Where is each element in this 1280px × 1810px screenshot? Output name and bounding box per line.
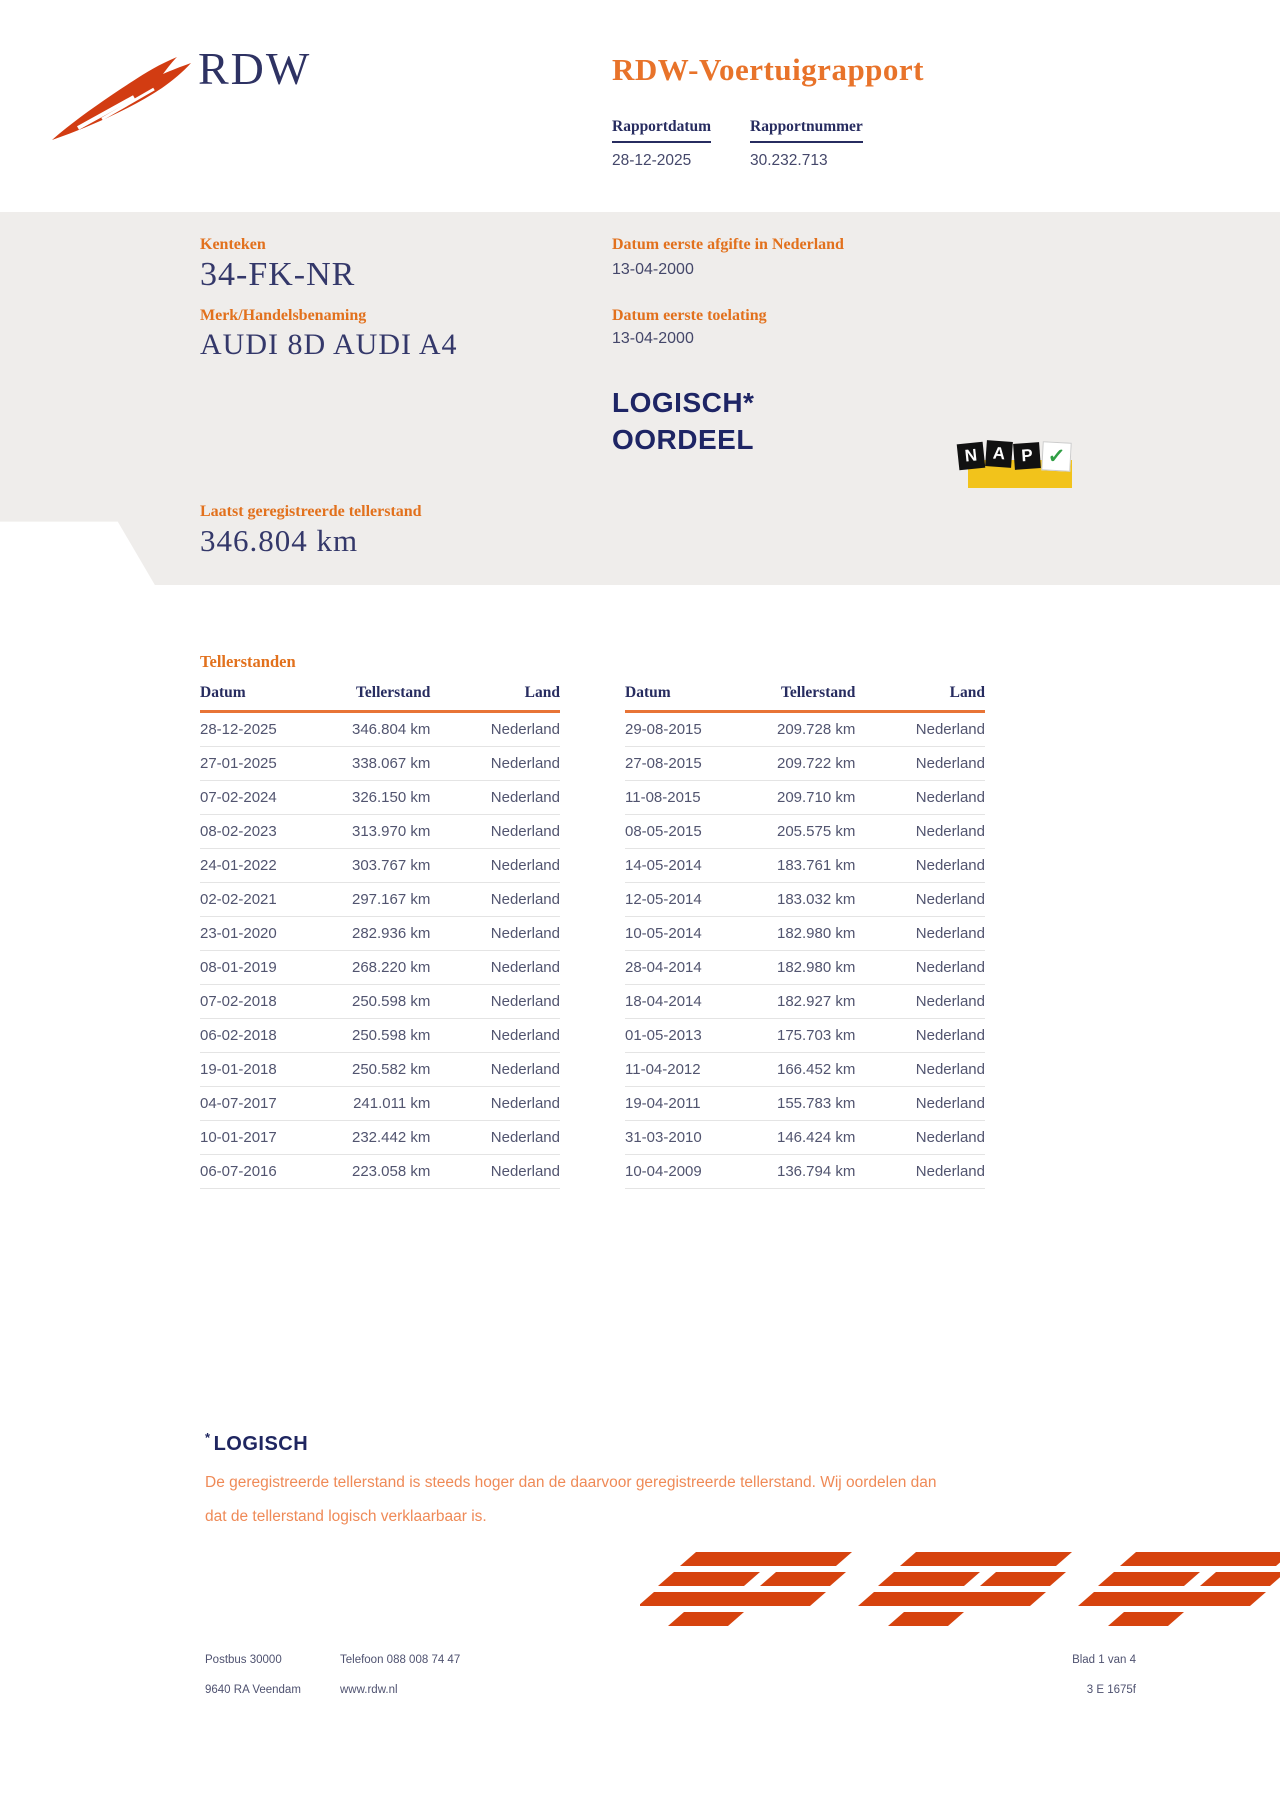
footer-website: www.rdw.nl bbox=[340, 1684, 398, 1696]
cell-land: Nederland bbox=[430, 985, 560, 1019]
table-row bbox=[625, 712, 985, 747]
cell-tellerstand: 183.032 km bbox=[758, 883, 855, 917]
cell-datum: 14-05-2014 bbox=[625, 849, 758, 883]
cell-land: Nederland bbox=[855, 815, 985, 849]
cell-datum: 08-01-2019 bbox=[200, 951, 333, 985]
cell-tellerstand: 182.980 km bbox=[758, 951, 855, 985]
cell-land: Nederland bbox=[855, 849, 985, 883]
footer-phone: Telefoon 088 008 74 47 bbox=[340, 1654, 461, 1666]
cell-datum: 10-04-2009 bbox=[625, 1155, 758, 1189]
cell-datum: 08-05-2015 bbox=[625, 815, 758, 849]
cell-datum: 29-08-2015 bbox=[625, 712, 758, 747]
cell-tellerstand: 297.167 km bbox=[333, 883, 430, 917]
cell-tellerstand: 346.804 km bbox=[333, 712, 430, 747]
report-date-label: Rapportdatum bbox=[612, 118, 711, 143]
table-row bbox=[625, 849, 985, 883]
cell-tellerstand: 282.936 km bbox=[333, 917, 430, 951]
cell-tellerstand: 136.794 km bbox=[758, 1155, 855, 1189]
cell-datum: 10-05-2014 bbox=[625, 917, 758, 951]
tellerstanden-heading: Tellerstanden bbox=[200, 652, 296, 671]
cell-tellerstand: 205.575 km bbox=[758, 815, 855, 849]
cell-datum: 01-05-2013 bbox=[625, 1019, 758, 1053]
kenteken-label: Kenteken bbox=[200, 236, 266, 253]
cell-tellerstand: 326.150 km bbox=[333, 781, 430, 815]
cell-tellerstand: 182.927 km bbox=[758, 985, 855, 1019]
toelating-label: Datum eerste toelating bbox=[612, 307, 767, 324]
cell-tellerstand: 146.424 km bbox=[758, 1121, 855, 1155]
cell-land: Nederland bbox=[855, 1155, 985, 1189]
cell-land: Nederland bbox=[855, 1019, 985, 1053]
cell-tellerstand: 175.703 km bbox=[758, 1019, 855, 1053]
table-row bbox=[625, 1087, 985, 1121]
table-row bbox=[200, 985, 560, 1019]
table-row bbox=[200, 951, 560, 985]
cell-land: Nederland bbox=[855, 1053, 985, 1087]
footnote-paragraph bbox=[205, 1466, 1005, 1534]
nap-letter-n: N bbox=[957, 442, 986, 471]
footnote-asterisk: * bbox=[205, 1430, 211, 1445]
table-row bbox=[625, 781, 985, 815]
report-date-block bbox=[612, 118, 711, 170]
afgifte-label: Datum eerste afgifte in Nederland bbox=[612, 236, 844, 253]
nap-letter-a: A bbox=[985, 440, 1013, 468]
table-row bbox=[200, 1053, 560, 1087]
table-row bbox=[625, 1053, 985, 1087]
cell-datum: 07-02-2024 bbox=[200, 781, 333, 815]
cell-datum: 28-04-2014 bbox=[625, 951, 758, 985]
cell-land: Nederland bbox=[430, 917, 560, 951]
footnote-line1: De geregistreerde tellerstand is steeds hoger dan de daarvoor geregistreerde tellerstand. Wij oordelen dan bbox=[205, 1474, 937, 1491]
nap-check-icon: ✓ bbox=[1041, 441, 1071, 471]
cell-land: Nederland bbox=[430, 1019, 560, 1053]
cell-datum: 27-08-2015 bbox=[625, 747, 758, 781]
table-row bbox=[200, 917, 560, 951]
cell-tellerstand: 250.598 km bbox=[333, 1019, 430, 1053]
oordeel-line1: LOGISCH* bbox=[612, 387, 755, 418]
cell-land: Nederland bbox=[430, 747, 560, 781]
cell-tellerstand: 232.442 km bbox=[333, 1121, 430, 1155]
cell-land: Nederland bbox=[430, 951, 560, 985]
rdw-stripe-graphic bbox=[640, 1548, 1280, 1628]
col-header-land: Land bbox=[430, 684, 560, 712]
cell-land: Nederland bbox=[855, 747, 985, 781]
tellerstanden-table-right bbox=[625, 684, 985, 1189]
footer-form-code: 3 E 1675f bbox=[1086, 1684, 1136, 1696]
table-row bbox=[200, 849, 560, 883]
cell-datum: 12-05-2014 bbox=[625, 883, 758, 917]
col-header-datum: Datum bbox=[200, 684, 333, 712]
col-header-tellerstand: Tellerstand bbox=[758, 684, 855, 712]
cell-land: Nederland bbox=[430, 712, 560, 747]
cell-land: Nederland bbox=[430, 849, 560, 883]
footer-page-info bbox=[1072, 1645, 1136, 1705]
oordeel-line2: OORDEEL bbox=[612, 424, 754, 455]
table-row bbox=[200, 1019, 560, 1053]
cell-land: Nederland bbox=[855, 781, 985, 815]
cell-datum: 11-08-2015 bbox=[625, 781, 758, 815]
cell-datum: 06-02-2018 bbox=[200, 1019, 333, 1053]
cell-land: Nederland bbox=[430, 1155, 560, 1189]
report-number-value: 30.232.713 bbox=[750, 152, 828, 169]
cell-land: Nederland bbox=[855, 1121, 985, 1155]
cell-land: Nederland bbox=[430, 1087, 560, 1121]
kenteken-value: 34-FK-NR bbox=[200, 256, 356, 293]
cell-tellerstand: 313.970 km bbox=[333, 815, 430, 849]
footnote-heading-text: LOGISCH bbox=[213, 1433, 309, 1455]
cell-land: Nederland bbox=[430, 815, 560, 849]
cell-land: Nederland bbox=[430, 781, 560, 815]
cell-land: Nederland bbox=[855, 712, 985, 747]
cell-land: Nederland bbox=[430, 883, 560, 917]
cell-datum: 19-01-2018 bbox=[200, 1053, 333, 1087]
footer-postbus: Postbus 30000 bbox=[205, 1654, 282, 1666]
report-date-value: 28-12-2025 bbox=[612, 152, 692, 169]
cell-tellerstand: 250.582 km bbox=[333, 1053, 430, 1087]
footer-city: 9640 RA Veendam bbox=[205, 1684, 301, 1696]
table-header-row bbox=[625, 684, 985, 712]
table-row bbox=[200, 712, 560, 747]
merk-value: AUDI 8D AUDI A4 bbox=[200, 328, 458, 361]
table-row bbox=[200, 815, 560, 849]
cell-tellerstand: 182.980 km bbox=[758, 917, 855, 951]
report-number-label: Rapportnummer bbox=[750, 118, 863, 143]
cell-datum: 31-03-2010 bbox=[625, 1121, 758, 1155]
cell-land: Nederland bbox=[855, 985, 985, 1019]
cell-tellerstand: 241.011 km bbox=[333, 1087, 430, 1121]
cell-tellerstand: 209.722 km bbox=[758, 747, 855, 781]
cell-tellerstand: 183.761 km bbox=[758, 849, 855, 883]
page-title: RDW-Voertuigrapport bbox=[612, 52, 925, 87]
cell-datum: 23-01-2020 bbox=[200, 917, 333, 951]
col-header-land: Land bbox=[855, 684, 985, 712]
table-row bbox=[625, 1019, 985, 1053]
cell-land: Nederland bbox=[855, 951, 985, 985]
cell-datum: 27-01-2025 bbox=[200, 747, 333, 781]
footnote-line2: dat de tellerstand logisch verklaarbaar is. bbox=[205, 1508, 487, 1525]
table-row bbox=[200, 1121, 560, 1155]
oordeel-text bbox=[612, 384, 754, 458]
table-row bbox=[625, 747, 985, 781]
table-row bbox=[625, 883, 985, 917]
cell-tellerstand: 209.710 km bbox=[758, 781, 855, 815]
table-header-row bbox=[200, 684, 560, 712]
table-row bbox=[625, 815, 985, 849]
cell-datum: 18-04-2014 bbox=[625, 985, 758, 1019]
table-row bbox=[200, 781, 560, 815]
footer-page-indicator: Blad 1 van 4 bbox=[1072, 1654, 1136, 1666]
cell-land: Nederland bbox=[855, 883, 985, 917]
report-number-block bbox=[750, 118, 863, 170]
cell-datum: 28-12-2025 bbox=[200, 712, 333, 747]
cell-datum: 24-01-2022 bbox=[200, 849, 333, 883]
cell-land: Nederland bbox=[855, 917, 985, 951]
table-row bbox=[625, 1121, 985, 1155]
table-row bbox=[200, 1155, 560, 1189]
cell-tellerstand: 303.767 km bbox=[333, 849, 430, 883]
toelating-value: 13-04-2000 bbox=[612, 330, 694, 347]
rdw-feather-logo-icon bbox=[50, 56, 192, 144]
table-row bbox=[200, 883, 560, 917]
merk-label: Merk/Handelsbenaming bbox=[200, 307, 367, 324]
cell-datum: 19-04-2011 bbox=[625, 1087, 758, 1121]
table-row bbox=[200, 747, 560, 781]
cell-datum: 02-02-2021 bbox=[200, 883, 333, 917]
col-header-tellerstand: Tellerstand bbox=[333, 684, 430, 712]
afgifte-value: 13-04-2000 bbox=[612, 261, 694, 278]
cell-datum: 06-07-2016 bbox=[200, 1155, 333, 1189]
cell-tellerstand: 155.783 km bbox=[758, 1087, 855, 1121]
cell-land: Nederland bbox=[430, 1053, 560, 1087]
cell-tellerstand: 338.067 km bbox=[333, 747, 430, 781]
cell-tellerstand: 268.220 km bbox=[333, 951, 430, 985]
cell-datum: 04-07-2017 bbox=[200, 1087, 333, 1121]
cell-datum: 11-04-2012 bbox=[625, 1053, 758, 1087]
footer-contact bbox=[340, 1645, 460, 1705]
cell-datum: 10-01-2017 bbox=[200, 1121, 333, 1155]
nap-logo bbox=[958, 440, 1078, 492]
table-row bbox=[625, 917, 985, 951]
table-row bbox=[625, 951, 985, 985]
cell-tellerstand: 166.452 km bbox=[758, 1053, 855, 1087]
cell-tellerstand: 209.728 km bbox=[758, 712, 855, 747]
cell-tellerstand: 223.058 km bbox=[333, 1155, 430, 1189]
nap-letter-p: P bbox=[1013, 442, 1041, 470]
footnote-heading bbox=[205, 1430, 308, 1456]
table-row bbox=[625, 1155, 985, 1189]
tellerstanden-table-left bbox=[200, 684, 560, 1189]
laatste-tellerstand-label: Laatst geregistreerde tellerstand bbox=[200, 503, 422, 520]
rdw-wordmark: RDW bbox=[198, 43, 312, 94]
table-row bbox=[200, 1087, 560, 1121]
footer-address bbox=[205, 1645, 301, 1705]
cell-land: Nederland bbox=[430, 1121, 560, 1155]
laatste-tellerstand-value: 346.804 km bbox=[200, 523, 359, 558]
cell-land: Nederland bbox=[855, 1087, 985, 1121]
col-header-datum: Datum bbox=[625, 684, 758, 712]
cell-datum: 07-02-2018 bbox=[200, 985, 333, 1019]
cell-tellerstand: 250.598 km bbox=[333, 985, 430, 1019]
cell-datum: 08-02-2023 bbox=[200, 815, 333, 849]
table-row bbox=[625, 985, 985, 1019]
